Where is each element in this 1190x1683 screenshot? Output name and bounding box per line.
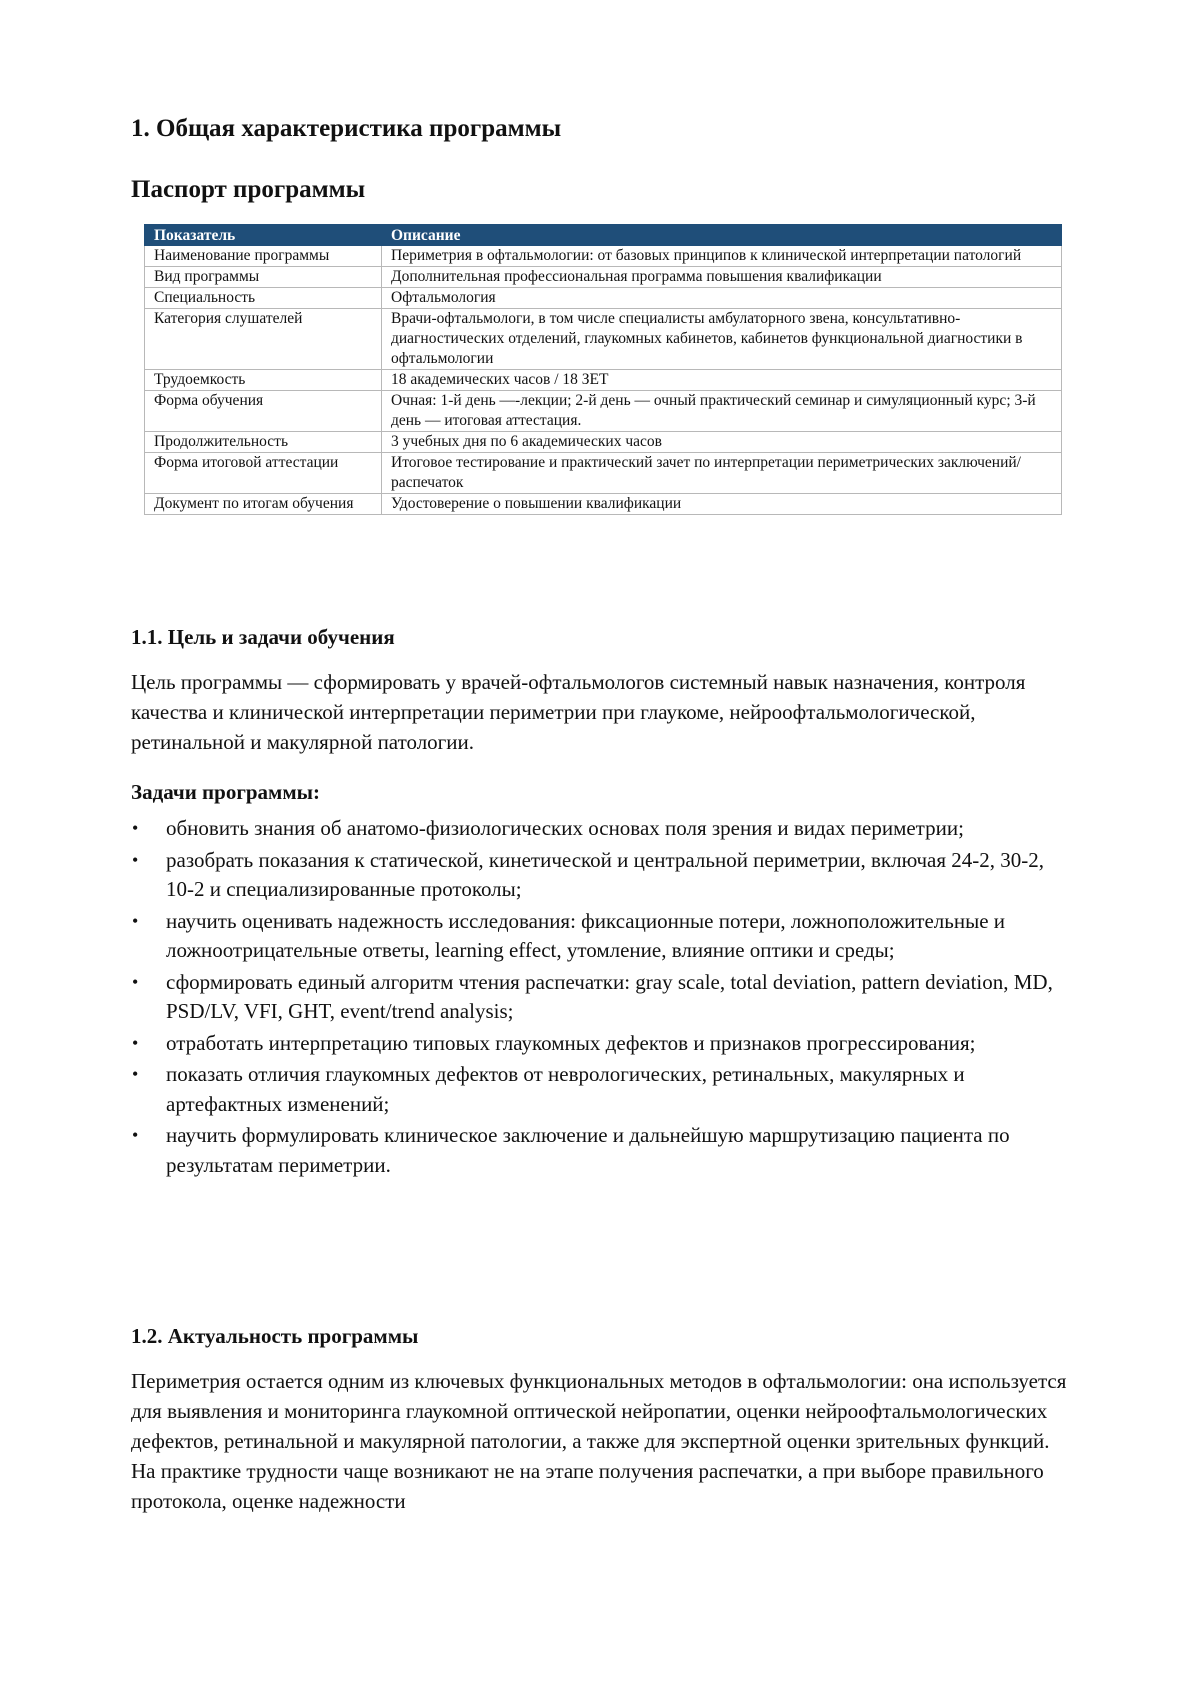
relevance-title: 1.2. Актуальность программы [131, 1324, 419, 1348]
goal-text: Цель программы — сформировать у врачей-офтальмологов системный навык назначения, контроля качества и клинической интерпретации периметрии при глаукоме, нейроофтальмологической, ретинальной и макулярной патологии. [131, 670, 1026, 754]
table-cell-description: Врачи-офтальмологи, в том числе специалисты амбулаторного звена, консультативно-диагностических отделений, глаукомных кабинетов, кабинетов функциональной диагностики в офтальмологии [382, 309, 1062, 370]
list-item [131, 1060, 1071, 1119]
table-cell-indicator: Специальность [145, 288, 382, 309]
table-cell-description: 18 академических часов / 18 ЗЕТ [382, 370, 1062, 391]
table-cell-indicator: Наименование программы [145, 246, 382, 267]
passport-title: Паспорт программы [131, 176, 366, 203]
list-item [131, 968, 1071, 1027]
table-row [145, 267, 1062, 288]
task-text: разобрать показания к статической, кинетической и центральной периметрии, включая 24-2, 30-2, 10-2 и специализированные протоколы; [166, 847, 1045, 901]
table-row [145, 246, 1062, 267]
list-item [131, 1121, 1071, 1180]
table-cell-description: Офтальмология [382, 288, 1062, 309]
table-row [145, 309, 1062, 370]
table-row [145, 453, 1062, 494]
table-cell-indicator: Вид программы [145, 267, 382, 288]
task-text: сформировать единый алгоритм чтения распечатки: gray scale, total deviation, pattern deviation, MD, PSD/LV, VFI, GHT, event/trend analysis; [166, 969, 1053, 1023]
table-cell-description: Дополнительная профессиональная программа повышения квалификации [382, 267, 1062, 288]
task-text: отработать интерпретацию типовых глаукомных дефектов и признаков прогрессирования; [166, 1030, 976, 1055]
task-text: научить оценивать надежность исследования: фиксационные потери, ложноположительные и ложноотрицательные ответы, learning effect, утомление, влияние оптики и среды; [166, 908, 1006, 962]
table-cell-indicator: Документ по итогам обучения [145, 494, 382, 515]
table-header-description: Описание [382, 225, 1062, 246]
table-cell-description: Периметрия в офтальмологии: от базовых принципов к клинической интерпретации патологий [382, 246, 1062, 267]
bullet-icon: • [132, 1125, 139, 1145]
task-text: показать отличия глаукомных дефектов от неврологических, ретинальных, макулярных и артефактных изменений; [166, 1062, 965, 1116]
bullet-icon: • [132, 1064, 139, 1084]
table-row [145, 288, 1062, 309]
goal-title: 1.1. Цель и задачи обучения [131, 625, 395, 649]
list-item [131, 846, 1071, 905]
table-cell-description: Очная: 1-й день —-лекции; 2-й день — очный практический семинар и симуляционный курс; 3-й день — итоговая аттестация. [382, 391, 1062, 432]
section-title: 1. Общая характеристика программы [131, 115, 562, 142]
table-cell-description: Удостоверение о повышении квалификации [382, 494, 1062, 515]
table-cell-indicator: Продолжительность [145, 432, 382, 453]
list-item [131, 1029, 1071, 1059]
task-text: обновить знания об анатомо-физиологических основах поля зрения и видах периметрии; [166, 816, 964, 840]
table-cell-description: Итоговое тестирование и практический зачет по интерпретации периметрических заключений/распечаток [382, 453, 1062, 494]
table-cell-indicator: Форма обучения [145, 391, 382, 432]
table-row [145, 432, 1062, 453]
bullet-icon: • [132, 849, 139, 870]
table-cell-indicator: Трудоемкость [145, 370, 382, 391]
table-cell-indicator: Форма итоговой аттестации [145, 453, 382, 494]
task-text: научить формулировать клиническое заключение и дальнейшую маршрутизацию пациента по результатам периметрии. [166, 1123, 1010, 1177]
table-cell-description: 3 учебных дня по 6 академических часов [382, 432, 1062, 453]
bullet-icon: • [132, 1032, 139, 1053]
table-header-row [145, 225, 1062, 246]
table-header-indicator: Показатель [145, 225, 382, 246]
relevance-text: Периметрия остается одним из ключевых функциональных методов в офтальмологии: она используется для выявления и мониторинга глаукомной оптической нейропатии, оценки нейроофтальмологических дефектов, ретинальной и макулярной патологии, а также для экспертной оценки зрительных функций. На практике трудности чаще возникают не на этапе получения распечатки, а при выборе правильного протокола, оценке надежности [131, 1369, 1067, 1513]
table-row [145, 494, 1062, 515]
passport-table [144, 224, 1062, 515]
tasks-list [131, 814, 1071, 1182]
table-row [145, 370, 1062, 391]
bullet-icon: • [132, 910, 139, 931]
bullet-icon: • [132, 971, 139, 992]
table-row [145, 391, 1062, 432]
bullet-icon: • [132, 818, 139, 838]
list-item [131, 814, 1071, 844]
list-item [131, 907, 1071, 966]
table-cell-indicator: Категория слушателей [145, 309, 382, 370]
tasks-title: Задачи программы: [131, 780, 321, 804]
